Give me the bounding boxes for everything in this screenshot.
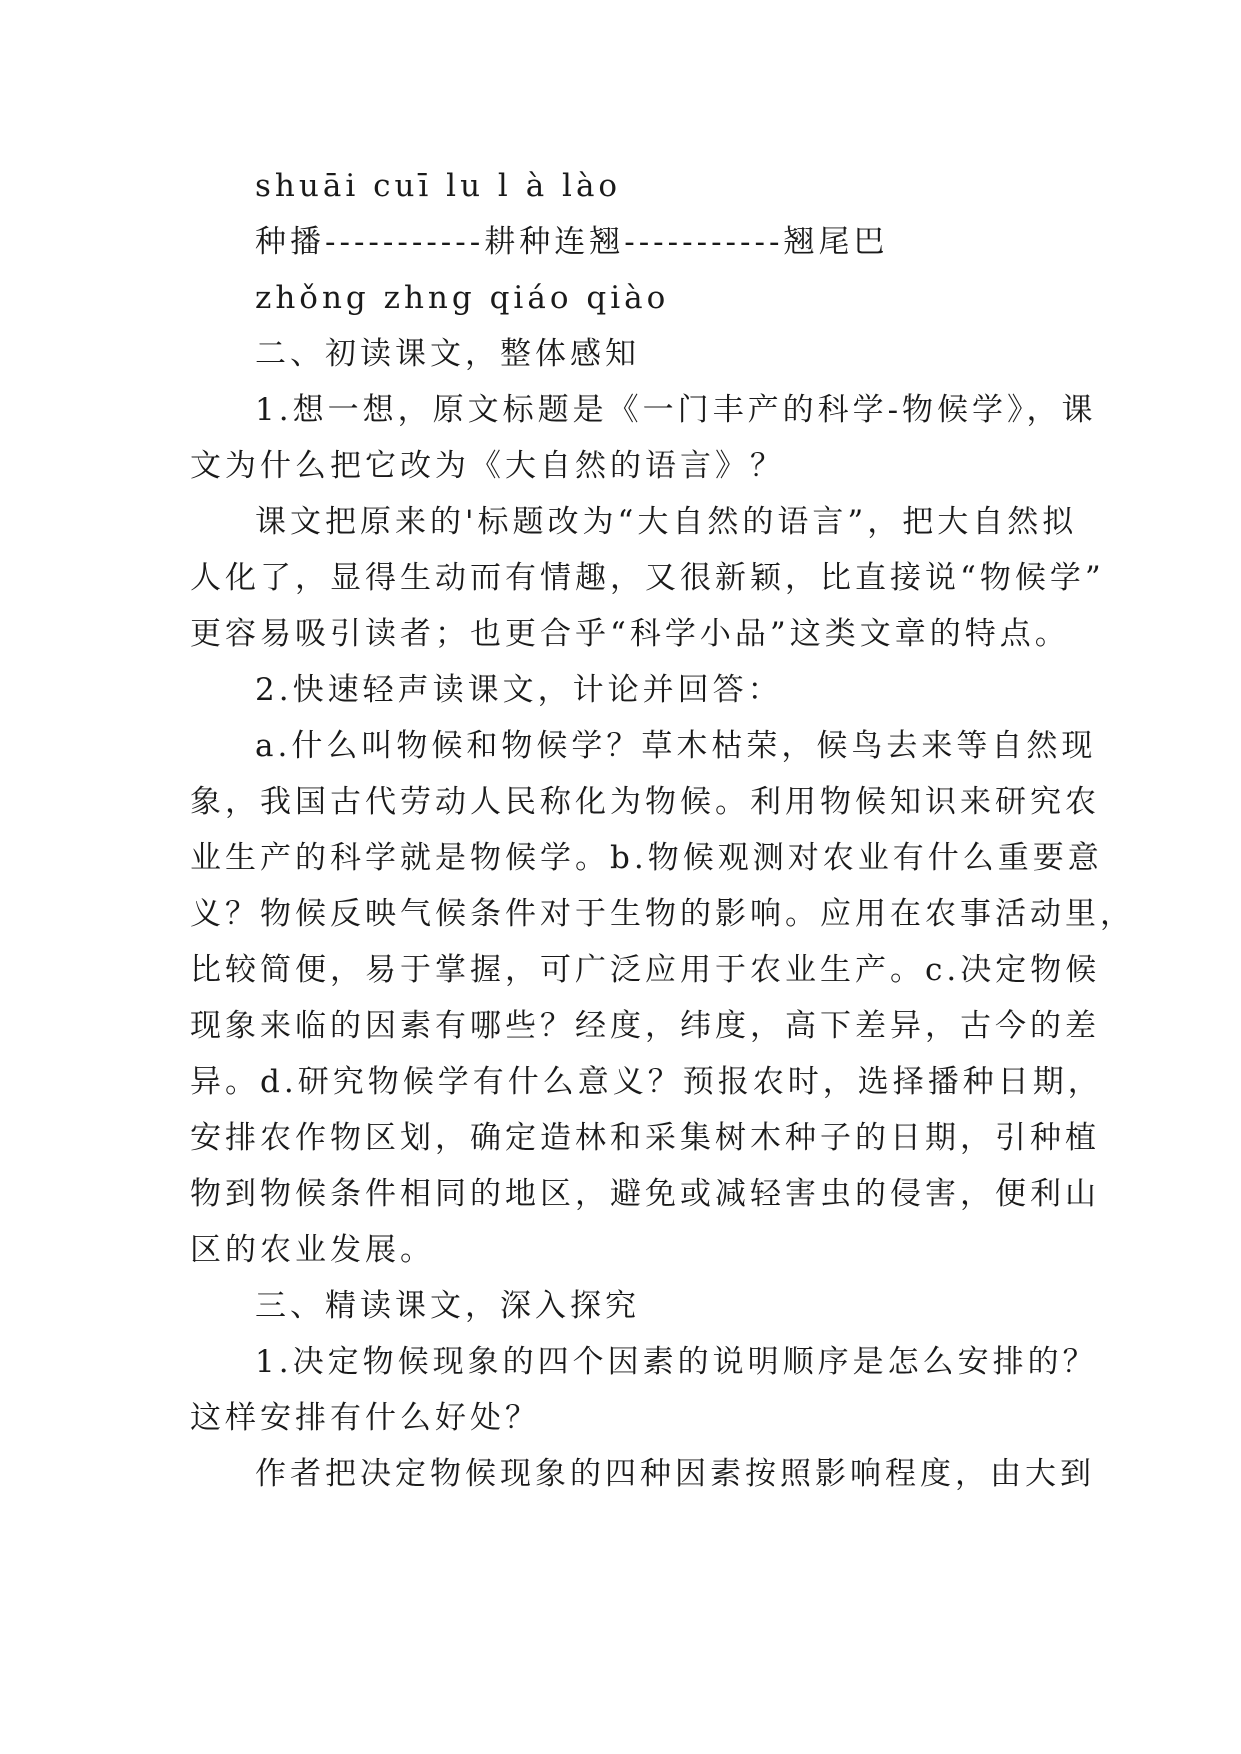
paragraph-line: 区的农业发展。 [190,1232,435,1268]
pinyin-line-2: zhǒng zhng qiáo qiào [255,280,670,316]
paragraph-line: 课文把原来的'标题改为“大自然的语言”，把大自然拟 [255,504,1078,540]
paragraph-line: 2.快速轻声读课文，计论并回答： [255,672,783,708]
paragraph-line: 1.想一想，原文标题是《一门丰产的科学-物候学》，课 [255,392,1097,428]
paragraph-line: 象，我国古代劳动人民称化为物候。利用物候知识来研究农 [190,784,1100,820]
paragraph-line: 作者把决定物候现象的四种因素按照影响程度，由大到 [255,1456,1095,1492]
vocab-line: 种播-----------耕种连翘-----------翘尾巴 [255,224,889,260]
paragraph-line: 现象来临的因素有哪些？经度，纬度，高下差异，古今的差 [190,1008,1100,1044]
paragraph-line: 文为什么把它改为《大自然的语言》？ [190,448,785,484]
paragraph-line: 物到物候条件相同的地区，避免或减轻害虫的侵害，便利山 [190,1176,1100,1212]
paragraph-line: a.什么叫物候和物候学？草木枯荣，候鸟去来等自然现 [255,728,1097,764]
paragraph-line: 异。d.研究物候学有什么意义？预报农时，选择播种日期， [190,1064,1103,1100]
paragraph-line: 比较简便，易于掌握，可广泛应用于农业生产。c.决定物候 [190,952,1101,988]
section-heading-3: 三、精读课文，深入探究 [255,1288,640,1324]
paragraph-line: 义？物候反映气候条件对于生物的影响。应用在农事活动里， [190,896,1135,932]
paragraph-line: 安排农作物区划，确定造林和采集树木种子的日期，引种植 [190,1120,1100,1156]
paragraph-line: 业生产的科学就是物候学。b.物候观测对农业有什么重要意 [190,840,1103,876]
paragraph-line: 1.决定物候现象的四个因素的说明顺序是怎么安排的？ [255,1344,1098,1380]
paragraph-line: 这样安排有什么好处？ [190,1400,540,1436]
paragraph-line: 人化了，显得生动而有情趣，又很新颖，比直接说“物候学” [190,560,1105,596]
section-heading-2: 二、初读课文，整体感知 [255,336,640,372]
pinyin-line-1: shuāi cuī lu l à lào [255,168,622,204]
paragraph-line: 更容易吸引读者；也更合乎“科学小品”这类文章的特点。 [190,616,1070,652]
